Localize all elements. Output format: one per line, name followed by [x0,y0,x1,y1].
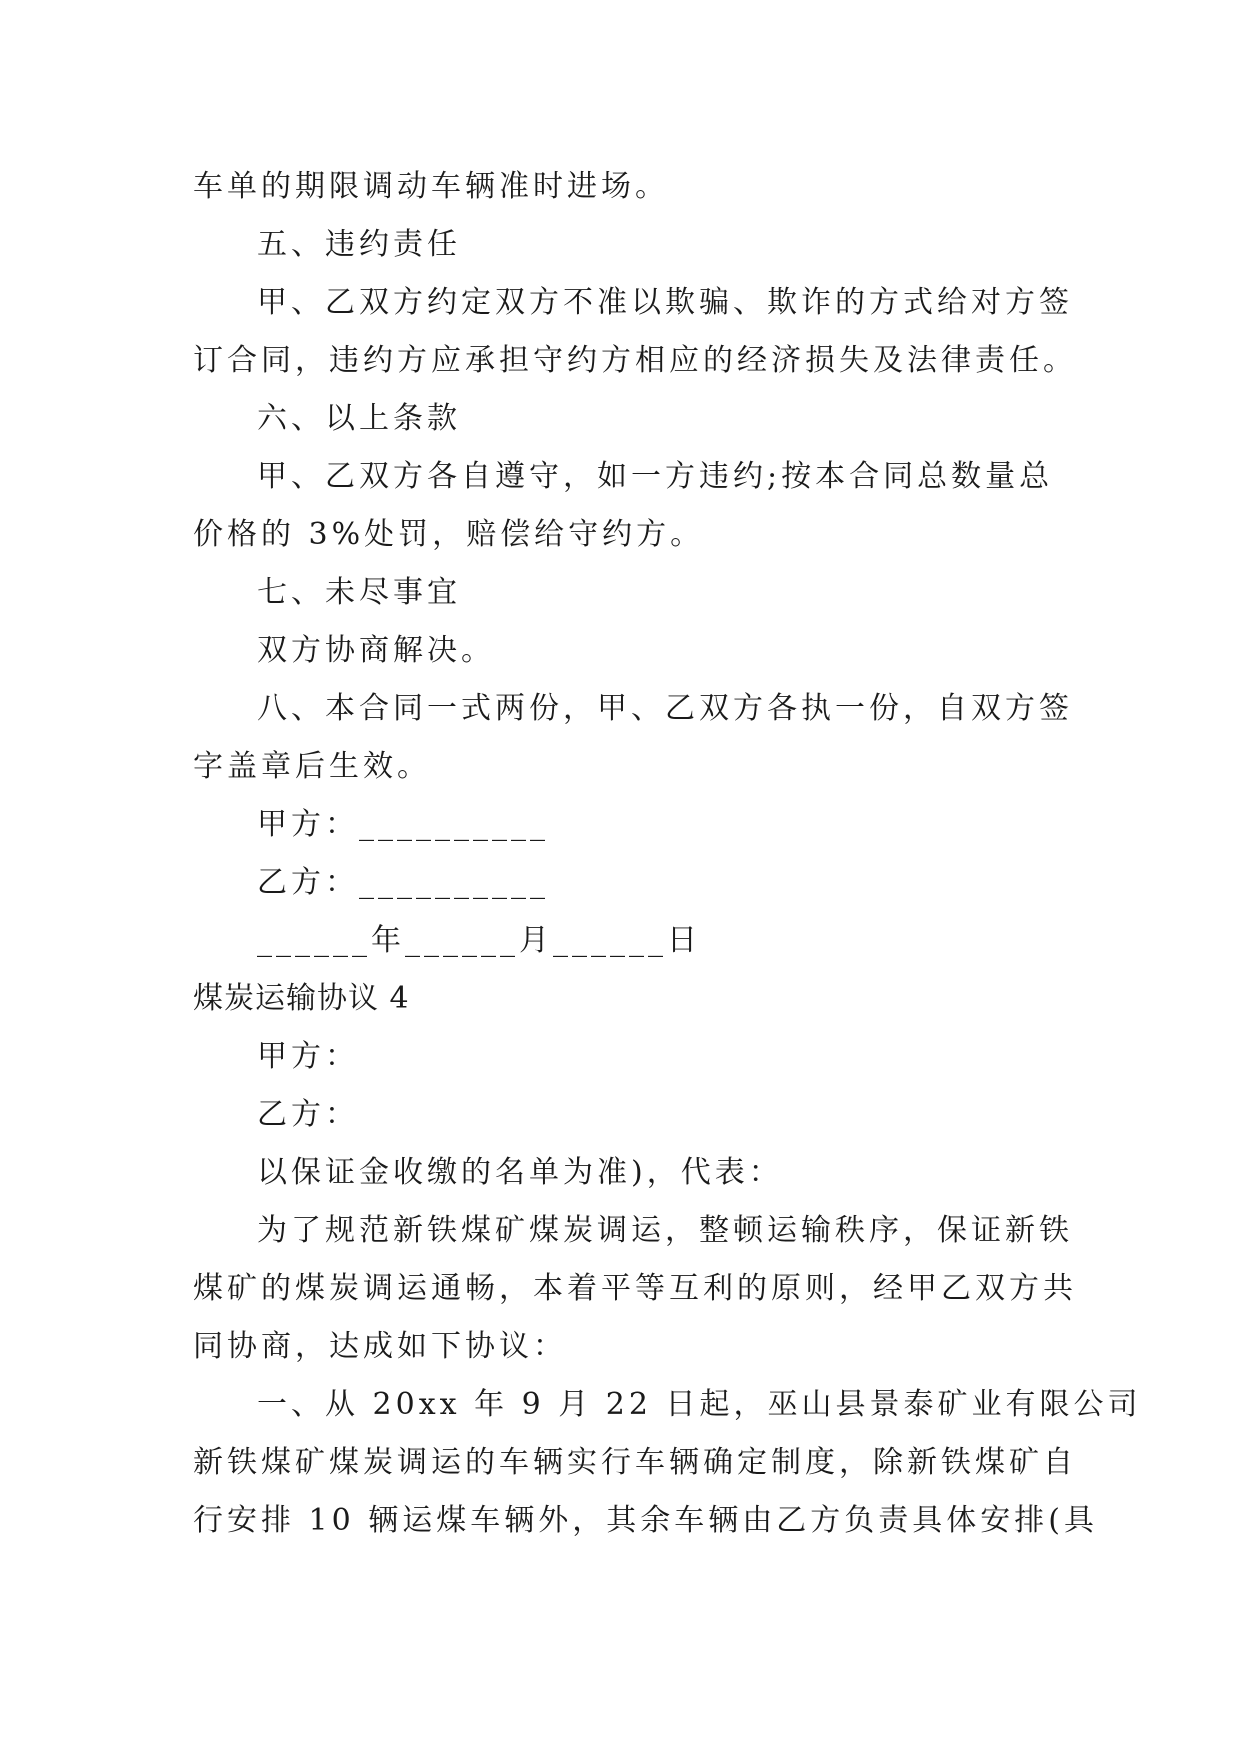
text-line: 价格的 3%处罚，赔偿给守约方。 [193,517,705,552]
text-line: 行安排 10 辆运煤车辆外，其余车辆由乙方负责具体安排(具 [193,1503,1098,1538]
text-line: 甲、乙双方各自遵守，如一方违约;按本合同总数量总 [257,459,1054,494]
document-body [193,158,1142,1550]
party-b-label: 乙方： [257,1097,359,1132]
section-heading-breach: 五、违约责任 [257,227,461,262]
text-line: 双方协商解决。 [257,633,495,668]
text-line: 以保证金收缴的名单为准)，代表： [257,1155,783,1190]
party-b-signature: 乙方：__________ [257,865,549,900]
text-line: 字盖章后生效。 [193,749,431,784]
text-line: 订合同，违约方应承担守约方相应的经济损失及法律责任。 [193,343,1077,378]
section-heading-other: 七、未尽事宜 [257,575,461,610]
text-line: 车单的期限调动车辆准时进场。 [193,169,669,204]
party-a-label: 甲方： [257,1039,359,1074]
text-line: 同协商，达成如下协议： [193,1329,567,1364]
signature-date: ______年______月______日 [257,923,701,958]
text-line: 煤矿的煤炭调运通畅，本着平等互利的原则，经甲乙双方共 [193,1271,1077,1306]
agreement-title: 煤炭运输协议 4 [193,981,410,1016]
text-line: 为了规范新铁煤矿煤炭调运，整顿运输秩序，保证新铁 [257,1213,1073,1248]
text-line: 八、本合同一式两份，甲、乙双方各执一份，自双方签 [257,691,1073,726]
text-line: 新铁煤矿煤炭调运的车辆实行车辆确定制度，除新铁煤矿自 [193,1445,1077,1480]
party-a-signature: 甲方：__________ [257,807,549,842]
text-line: 一、从 20xx 年 9 月 22 日起，巫山县景泰矿业有限公司 [257,1387,1142,1422]
section-heading-terms: 六、以上条款 [257,401,461,436]
text-line: 甲、乙双方约定双方不准以欺骗、欺诈的方式给对方签 [257,285,1073,320]
